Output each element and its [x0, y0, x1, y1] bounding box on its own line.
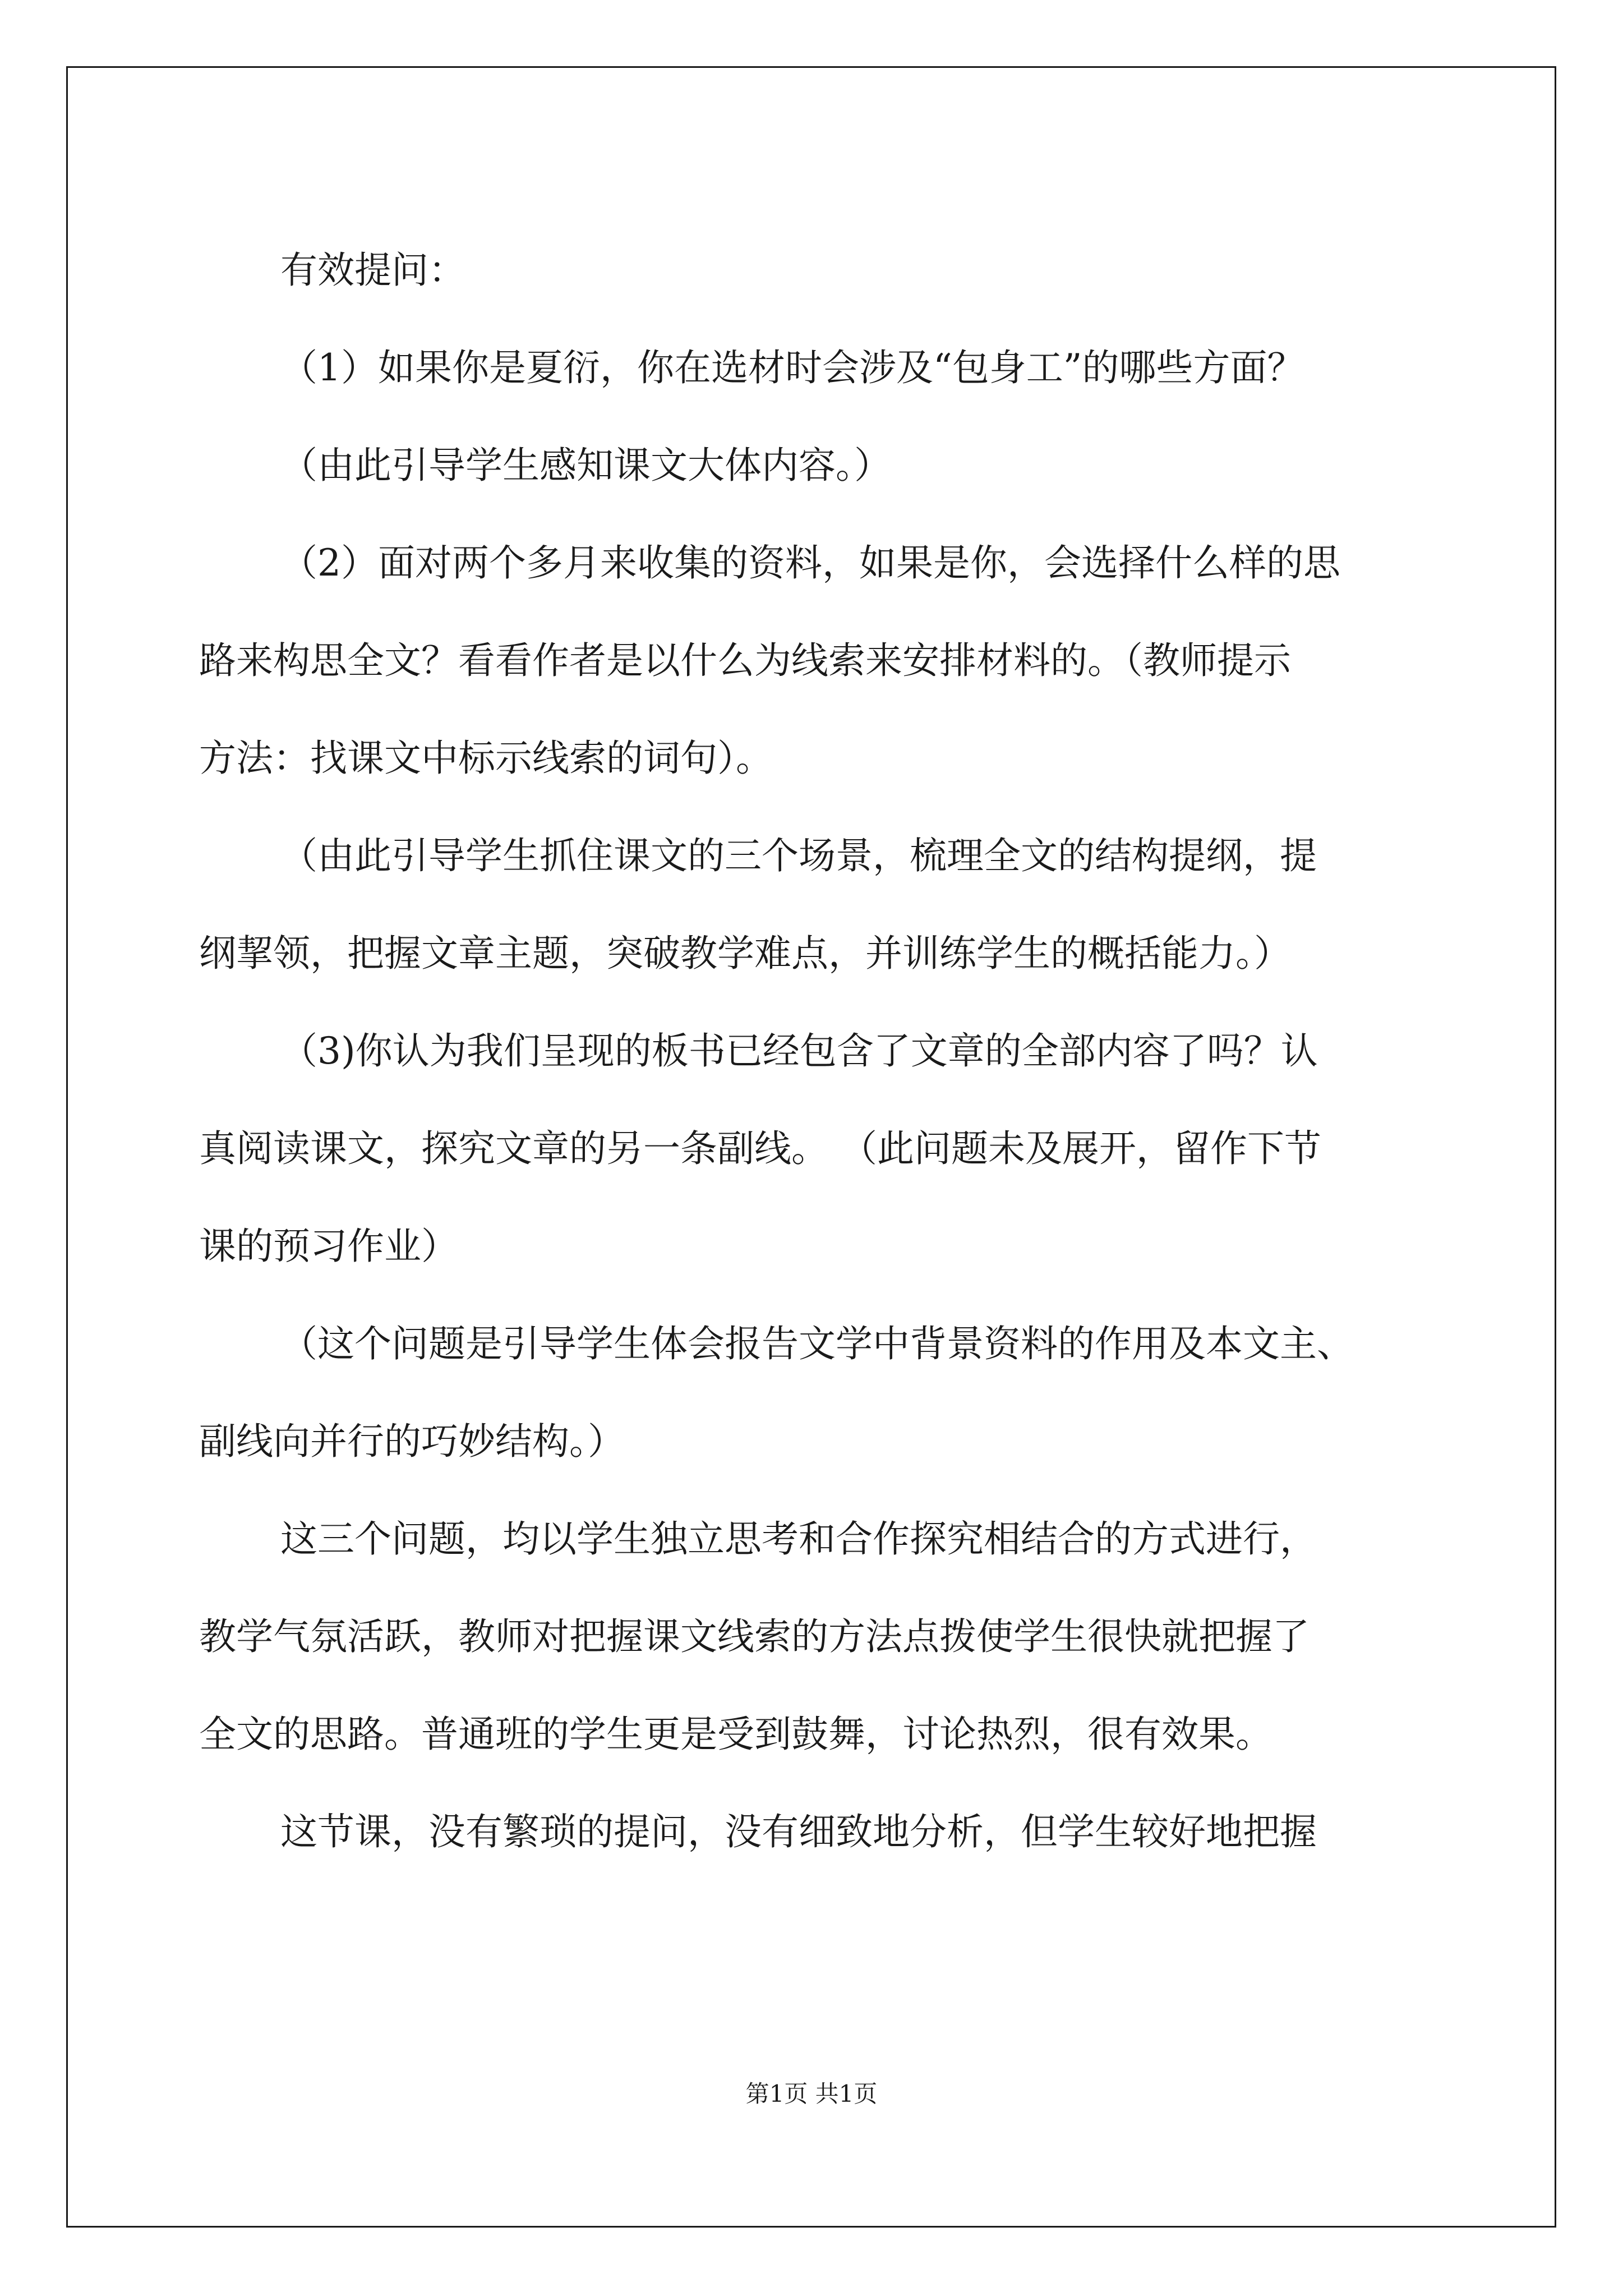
text-line: （2）面对两个多月来收集的资料，如果是你，会选择什么样的思 — [280, 541, 1340, 585]
text-line: 教学气氛活跃，教师对把握课文线索的方法点拨使学生很快就把握了 — [199, 1615, 1310, 1658]
text-line: 方法：找课文中标示线索的词句）。 — [199, 737, 773, 780]
text-line: 纲挈领，把握文章主题，突破教学难点，并训练学生的概括能力。） — [199, 932, 1291, 975]
text-line: 这三个问题，均以学生独立思考和合作探究相结合的方式进行， — [280, 1517, 1317, 1561]
text-line: 副线向并行的巧妙结构。） — [199, 1420, 625, 1463]
text-line: （1）如果你是夏衍，你在选材时会涉及“包身工”的哪些方面？ — [280, 346, 1304, 389]
text-line: 全文的思路。普通班的学生更是受到鼓舞，讨论热烈，很有效果。 — [199, 1713, 1272, 1756]
paragraph-block — [199, 222, 1433, 1881]
text-line: （3)你认为我们呈现的板书已经包含了文章的全部内容了吗？认 — [280, 1029, 1318, 1073]
text-line: 有效提问： — [280, 249, 465, 292]
text-line: （这个问题是引导学生体会报告文学中背景资料的作用及本文主、 — [280, 1322, 1354, 1365]
document-body — [199, 222, 1433, 1881]
text-line: （由此引导学生感知课文大体内容。） — [280, 444, 891, 487]
text-line: 真阅读课文，探究文章的另一条副线。 （此问题未及展开，留作下节 — [199, 1127, 1321, 1170]
text-line: 路来构思全文？看看作者是以什么为线索来安排材料的。（教师提示 — [199, 639, 1291, 682]
page-number-footer: 第1页 共1页 — [745, 2080, 878, 2108]
text-line: 这节课，没有繁琐的提问，没有细致地分析，但学生较好地把握 — [280, 1810, 1317, 1853]
text-line: 课的预习作业） — [199, 1225, 458, 1268]
text-line: （由此引导学生抓住课文的三个场景，梳理全文的结构提纲，提 — [280, 834, 1317, 877]
